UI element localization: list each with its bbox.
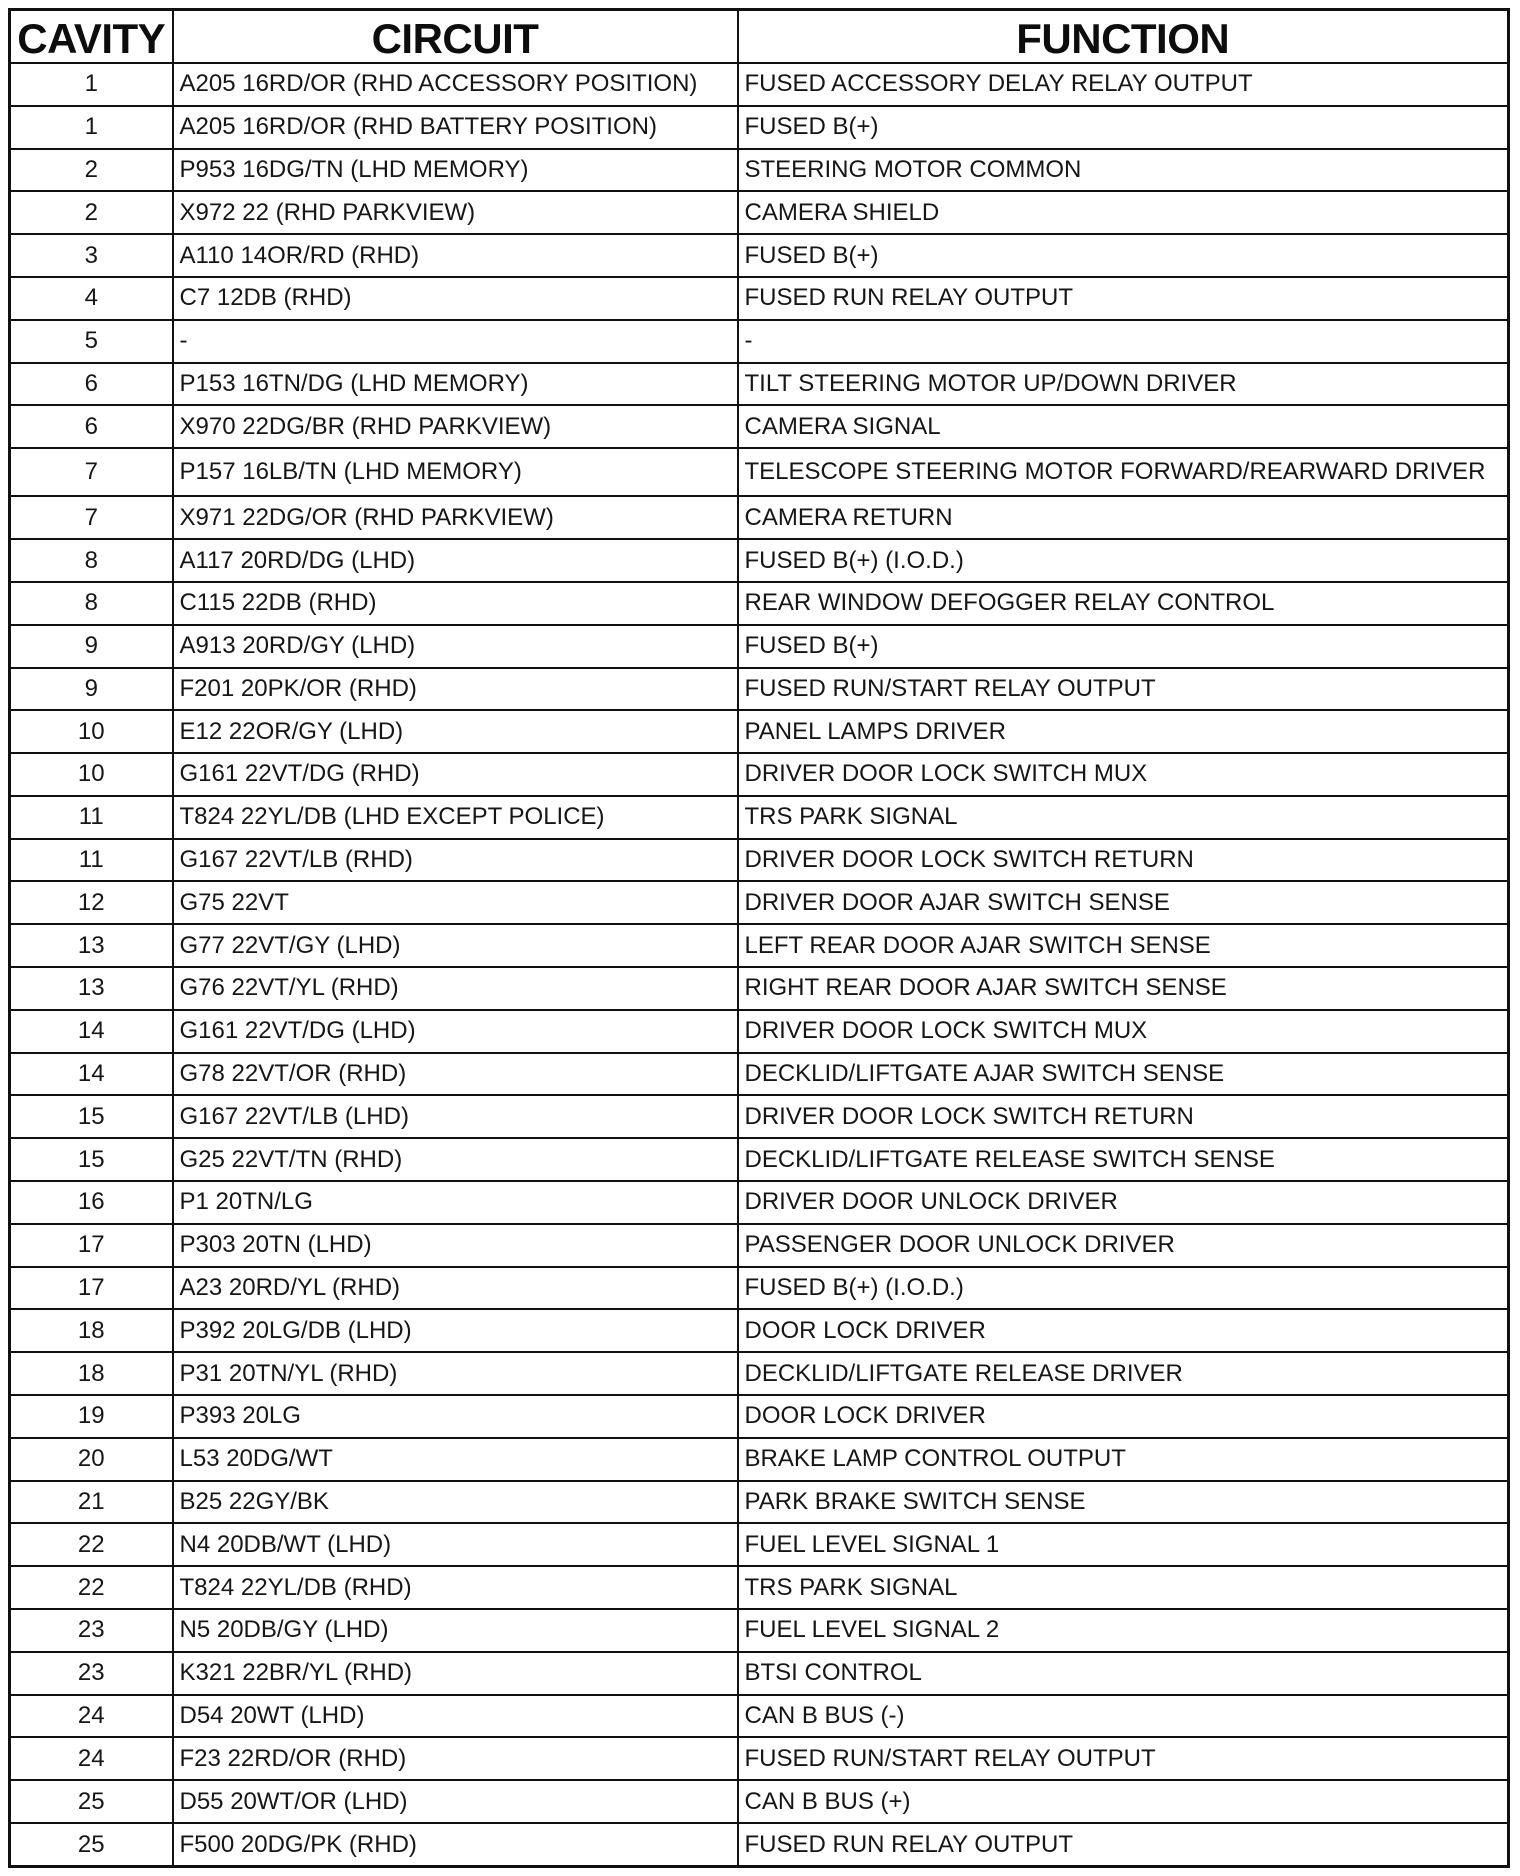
cavity-cell: 21 xyxy=(10,1481,173,1524)
cavity-cell: 11 xyxy=(10,796,173,839)
cavity-cell: 3 xyxy=(10,234,173,277)
cavity-cell: 15 xyxy=(10,1095,173,1138)
circuit-cell: P393 20LG xyxy=(173,1395,738,1438)
cavity-cell: 24 xyxy=(10,1695,173,1738)
function-cell: FUSED B(+) (I.O.D.) xyxy=(738,1267,1509,1310)
table-row xyxy=(10,63,1509,106)
function-cell: FUEL LEVEL SIGNAL 1 xyxy=(738,1523,1509,1566)
function-cell: TELESCOPE STEERING MOTOR FORWARD/REARWARD DRIVER xyxy=(738,448,1509,496)
function-cell: FUSED B(+) xyxy=(738,106,1509,149)
circuit-cell: P153 16TN/DG (LHD MEMORY) xyxy=(173,363,738,406)
table-row xyxy=(10,1737,1509,1780)
function-cell: DECKLID/LIFTGATE RELEASE SWITCH SENSE xyxy=(738,1138,1509,1181)
circuit-cell: T824 22YL/DB (RHD) xyxy=(173,1566,738,1609)
table-row xyxy=(10,496,1509,539)
table-row xyxy=(10,1395,1509,1438)
cavity-cell: 25 xyxy=(10,1780,173,1823)
cavity-cell: 1 xyxy=(10,106,173,149)
circuit-cell: F201 20PK/OR (RHD) xyxy=(173,668,738,711)
table-row xyxy=(10,1438,1509,1481)
table-row xyxy=(10,1652,1509,1695)
table-body xyxy=(10,63,1509,1867)
function-cell: FUSED RUN RELAY OUTPUT xyxy=(738,1823,1509,1866)
table-row xyxy=(10,710,1509,753)
circuit-cell: F500 20DG/PK (RHD) xyxy=(173,1823,738,1866)
function-cell: FUSED ACCESSORY DELAY RELAY OUTPUT xyxy=(738,63,1509,106)
table-row xyxy=(10,753,1509,796)
function-cell: FUSED B(+) xyxy=(738,625,1509,668)
cavity-cell: 10 xyxy=(10,710,173,753)
table-row xyxy=(10,668,1509,711)
function-cell: - xyxy=(738,320,1509,363)
table-row xyxy=(10,839,1509,882)
circuit-cell: G167 22VT/LB (LHD) xyxy=(173,1095,738,1138)
circuit-cell: G161 22VT/DG (RHD) xyxy=(173,753,738,796)
circuit-cell: G78 22VT/OR (RHD) xyxy=(173,1053,738,1096)
connector-pinout-sheet xyxy=(8,8,1510,1868)
cavity-cell: 23 xyxy=(10,1652,173,1695)
table-row xyxy=(10,582,1509,625)
function-cell: PANEL LAMPS DRIVER xyxy=(738,710,1509,753)
function-cell: DRIVER DOOR LOCK SWITCH MUX xyxy=(738,753,1509,796)
connector-pinout-table xyxy=(8,8,1510,1868)
function-cell: BRAKE LAMP CONTROL OUTPUT xyxy=(738,1438,1509,1481)
cavity-cell: 14 xyxy=(10,1010,173,1053)
table-row xyxy=(10,1780,1509,1823)
function-cell: FUEL LEVEL SIGNAL 2 xyxy=(738,1609,1509,1652)
table-row xyxy=(10,1095,1509,1138)
circuit-cell: G167 22VT/LB (RHD) xyxy=(173,839,738,882)
function-cell: DRIVER DOOR LOCK SWITCH RETURN xyxy=(738,1095,1509,1138)
cavity-cell: 17 xyxy=(10,1267,173,1310)
function-cell: LEFT REAR DOOR AJAR SWITCH SENSE xyxy=(738,924,1509,967)
table-row xyxy=(10,1352,1509,1395)
table-row xyxy=(10,1181,1509,1224)
cavity-cell: 11 xyxy=(10,839,173,882)
table-row xyxy=(10,1481,1509,1524)
cavity-cell: 22 xyxy=(10,1566,173,1609)
cavity-cell: 13 xyxy=(10,967,173,1010)
cavity-cell: 19 xyxy=(10,1395,173,1438)
cavity-cell: 16 xyxy=(10,1181,173,1224)
cavity-cell: 4 xyxy=(10,277,173,320)
cavity-cell: 22 xyxy=(10,1523,173,1566)
function-cell: CAN B BUS (+) xyxy=(738,1780,1509,1823)
circuit-cell: N4 20DB/WT (LHD) xyxy=(173,1523,738,1566)
circuit-cell: G76 22VT/YL (RHD) xyxy=(173,967,738,1010)
table-row xyxy=(10,1010,1509,1053)
cavity-cell: 18 xyxy=(10,1309,173,1352)
table-row xyxy=(10,149,1509,192)
cavity-cell: 9 xyxy=(10,625,173,668)
table-row xyxy=(10,1695,1509,1738)
cavity-cell: 20 xyxy=(10,1438,173,1481)
function-cell: RIGHT REAR DOOR AJAR SWITCH SENSE xyxy=(738,967,1509,1010)
table-row xyxy=(10,277,1509,320)
cavity-cell: 10 xyxy=(10,753,173,796)
table-row xyxy=(10,1138,1509,1181)
table-row xyxy=(10,191,1509,234)
circuit-cell: A205 16RD/OR (RHD BATTERY POSITION) xyxy=(173,106,738,149)
function-cell: DRIVER DOOR AJAR SWITCH SENSE xyxy=(738,881,1509,924)
circuit-cell: L53 20DG/WT xyxy=(173,1438,738,1481)
function-cell: FUSED RUN/START RELAY OUTPUT xyxy=(738,668,1509,711)
circuit-cell: C7 12DB (RHD) xyxy=(173,277,738,320)
function-cell: FUSED B(+) xyxy=(738,234,1509,277)
cavity-cell: 2 xyxy=(10,149,173,192)
table-row xyxy=(10,539,1509,582)
function-cell: CAMERA SIGNAL xyxy=(738,405,1509,448)
table-row xyxy=(10,967,1509,1010)
function-cell: DRIVER DOOR LOCK SWITCH MUX xyxy=(738,1010,1509,1053)
table-row xyxy=(10,1053,1509,1096)
circuit-cell: D55 20WT/OR (LHD) xyxy=(173,1780,738,1823)
circuit-cell: P1 20TN/LG xyxy=(173,1181,738,1224)
circuit-cell: G25 22VT/TN (RHD) xyxy=(173,1138,738,1181)
table-row xyxy=(10,106,1509,149)
function-cell: PASSENGER DOOR UNLOCK DRIVER xyxy=(738,1224,1509,1267)
function-cell: TRS PARK SIGNAL xyxy=(738,1566,1509,1609)
function-cell: CAN B BUS (-) xyxy=(738,1695,1509,1738)
circuit-cell: F23 22RD/OR (RHD) xyxy=(173,1737,738,1780)
function-cell: DOOR LOCK DRIVER xyxy=(738,1309,1509,1352)
table-row xyxy=(10,234,1509,277)
column-header-cavity: CAVITY xyxy=(10,10,173,64)
cavity-cell: 8 xyxy=(10,582,173,625)
cavity-cell: 6 xyxy=(10,363,173,406)
circuit-cell: E12 22OR/GY (LHD) xyxy=(173,710,738,753)
table-row xyxy=(10,1267,1509,1310)
function-cell: TILT STEERING MOTOR UP/DOWN DRIVER xyxy=(738,363,1509,406)
circuit-cell: X972 22 (RHD PARKVIEW) xyxy=(173,191,738,234)
table-row xyxy=(10,448,1509,496)
table-row xyxy=(10,1609,1509,1652)
function-cell: DRIVER DOOR UNLOCK DRIVER xyxy=(738,1181,1509,1224)
circuit-cell: X971 22DG/OR (RHD PARKVIEW) xyxy=(173,496,738,539)
table-header-row xyxy=(10,10,1509,64)
function-cell: DECKLID/LIFTGATE RELEASE DRIVER xyxy=(738,1352,1509,1395)
circuit-cell: P392 20LG/DB (LHD) xyxy=(173,1309,738,1352)
circuit-cell: A110 14OR/RD (RHD) xyxy=(173,234,738,277)
cavity-cell: 8 xyxy=(10,539,173,582)
circuit-cell: G75 22VT xyxy=(173,881,738,924)
circuit-cell: A205 16RD/OR (RHD ACCESSORY POSITION) xyxy=(173,63,738,106)
function-cell: CAMERA SHIELD xyxy=(738,191,1509,234)
cavity-cell: 6 xyxy=(10,405,173,448)
circuit-cell: P157 16LB/TN (LHD MEMORY) xyxy=(173,448,738,496)
circuit-cell: A117 20RD/DG (LHD) xyxy=(173,539,738,582)
table-row xyxy=(10,625,1509,668)
function-cell: FUSED RUN/START RELAY OUTPUT xyxy=(738,1737,1509,1780)
table-row xyxy=(10,1566,1509,1609)
cavity-cell: 7 xyxy=(10,496,173,539)
cavity-cell: 7 xyxy=(10,448,173,496)
circuit-cell: X970 22DG/BR (RHD PARKVIEW) xyxy=(173,405,738,448)
function-cell: BTSI CONTROL xyxy=(738,1652,1509,1695)
table-row xyxy=(10,1823,1509,1866)
table-row xyxy=(10,363,1509,406)
cavity-cell: 14 xyxy=(10,1053,173,1096)
cavity-cell: 2 xyxy=(10,191,173,234)
function-cell: FUSED RUN RELAY OUTPUT xyxy=(738,277,1509,320)
function-cell: TRS PARK SIGNAL xyxy=(738,796,1509,839)
table-row xyxy=(10,1523,1509,1566)
column-header-function: FUNCTION xyxy=(738,10,1509,64)
function-cell: FUSED B(+) (I.O.D.) xyxy=(738,539,1509,582)
circuit-cell: P31 20TN/YL (RHD) xyxy=(173,1352,738,1395)
circuit-cell: P953 16DG/TN (LHD MEMORY) xyxy=(173,149,738,192)
cavity-cell: 9 xyxy=(10,668,173,711)
table-row xyxy=(10,924,1509,967)
column-header-circuit: CIRCUIT xyxy=(173,10,738,64)
function-cell: DOOR LOCK DRIVER xyxy=(738,1395,1509,1438)
function-cell: STEERING MOTOR COMMON xyxy=(738,149,1509,192)
function-cell: CAMERA RETURN xyxy=(738,496,1509,539)
table-row xyxy=(10,1309,1509,1352)
function-cell: DECKLID/LIFTGATE AJAR SWITCH SENSE xyxy=(738,1053,1509,1096)
circuit-cell: B25 22GY/BK xyxy=(173,1481,738,1524)
circuit-cell: P303 20TN (LHD) xyxy=(173,1224,738,1267)
function-cell: PARK BRAKE SWITCH SENSE xyxy=(738,1481,1509,1524)
cavity-cell: 25 xyxy=(10,1823,173,1866)
circuit-cell: N5 20DB/GY (LHD) xyxy=(173,1609,738,1652)
circuit-cell: G77 22VT/GY (LHD) xyxy=(173,924,738,967)
circuit-cell: K321 22BR/YL (RHD) xyxy=(173,1652,738,1695)
table-row xyxy=(10,320,1509,363)
table-row xyxy=(10,796,1509,839)
table-row xyxy=(10,1224,1509,1267)
cavity-cell: 5 xyxy=(10,320,173,363)
circuit-cell: A913 20RD/GY (LHD) xyxy=(173,625,738,668)
table-row xyxy=(10,881,1509,924)
circuit-cell: C115 22DB (RHD) xyxy=(173,582,738,625)
table-row xyxy=(10,405,1509,448)
cavity-cell: 12 xyxy=(10,881,173,924)
circuit-cell: A23 20RD/YL (RHD) xyxy=(173,1267,738,1310)
cavity-cell: 18 xyxy=(10,1352,173,1395)
circuit-cell: G161 22VT/DG (LHD) xyxy=(173,1010,738,1053)
function-cell: REAR WINDOW DEFOGGER RELAY CONTROL xyxy=(738,582,1509,625)
circuit-cell: - xyxy=(173,320,738,363)
function-cell: DRIVER DOOR LOCK SWITCH RETURN xyxy=(738,839,1509,882)
cavity-cell: 13 xyxy=(10,924,173,967)
cavity-cell: 23 xyxy=(10,1609,173,1652)
cavity-cell: 17 xyxy=(10,1224,173,1267)
circuit-cell: T824 22YL/DB (LHD EXCEPT POLICE) xyxy=(173,796,738,839)
cavity-cell: 15 xyxy=(10,1138,173,1181)
cavity-cell: 24 xyxy=(10,1737,173,1780)
cavity-cell: 1 xyxy=(10,63,173,106)
circuit-cell: D54 20WT (LHD) xyxy=(173,1695,738,1738)
